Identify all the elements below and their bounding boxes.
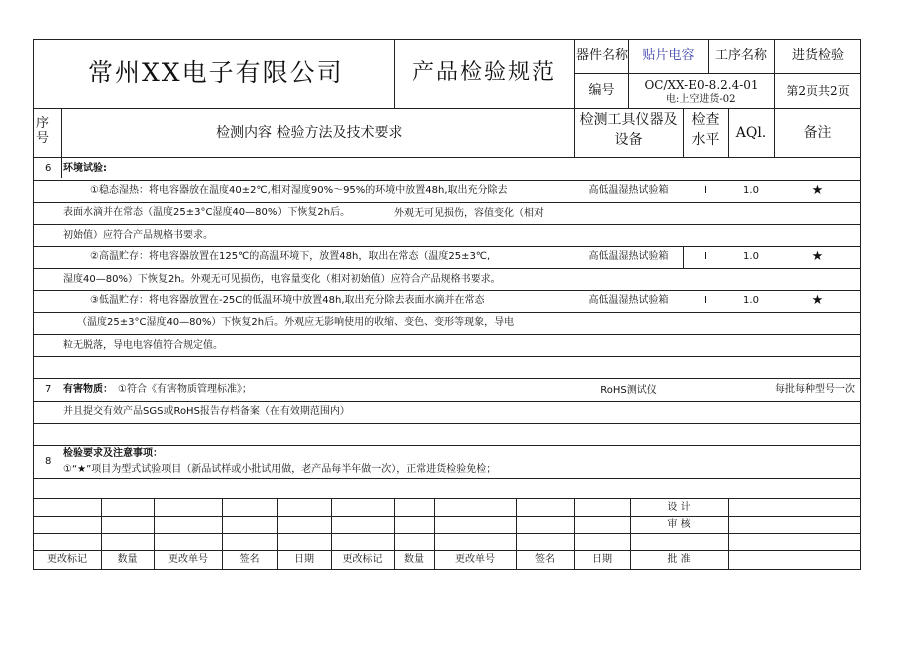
page-info: 第2页共2页: [786, 84, 850, 98]
section7-remark: 每批每种型号一次: [775, 384, 855, 395]
footer-col-change-order-2: 更改单号: [455, 554, 495, 565]
col-content: 检测内容 检验方法及技术要求: [216, 125, 403, 141]
item3-star-icon: ★: [811, 293, 824, 308]
section7-title: 有害物质：: [63, 384, 113, 395]
footer-col-date-2: 日期: [592, 554, 612, 565]
part-name-value: 贴片电容: [642, 48, 695, 63]
footer-col-change-order: 更改单号: [168, 554, 208, 565]
item2-aql: 1.0: [743, 251, 759, 262]
item3-tool: 高低温湿热试验箱: [588, 295, 669, 306]
col-aql: AQl.: [735, 125, 767, 141]
item1-line3: 初始值）应符合产品规格书要求。: [63, 230, 213, 241]
section8-line1: ①“★”项目为型式试验项目（新品试样或小批试用做，老产品每半年做一次），正常进货检验免检；: [63, 464, 497, 475]
item2-tool: 高低温湿热试验箱: [588, 251, 669, 262]
section7-line2: 并且提交有效产品SGS或RoHS报告存档备案（在有效期范围内）: [63, 406, 350, 417]
footer-col-change-mark: 更改标记: [47, 554, 87, 565]
footer-col-quantity-2: 数量: [404, 554, 424, 565]
item3-line1: ③低温贮存：将电容器放置在-25C的低温环境中放置48h,取出充分除去表面水滴并在常态: [90, 295, 485, 306]
section8-title: 检验要求及注意事项：: [63, 448, 163, 459]
process-label: 工序名称: [714, 48, 767, 63]
footer-review-label: 审 核: [667, 519, 691, 530]
footer-col-signature-2: 签名: [535, 554, 555, 565]
item2-line2: 湿度40—80%）下恢复2h。外观无可见损伤，电容量变化（相对初始值）应符合产品规格书要求。: [63, 274, 501, 285]
part-name-label: 器件名称: [576, 48, 629, 63]
item1-line2b: 外观无可见损伤，容值变化（相对: [394, 208, 544, 219]
footer-col-change-mark-2: 更改标记: [342, 554, 383, 565]
item1-tool: 高低温湿热试验箱: [588, 185, 669, 196]
footer-approve-label: 批 准: [667, 554, 691, 565]
col-seq: 序号: [36, 116, 50, 146]
item2-star-icon: ★: [811, 249, 824, 264]
code-value: OC/XX-E0-8.2.4-01: [644, 78, 759, 92]
item3-level: I: [704, 295, 707, 306]
col-remark: 备注: [803, 125, 832, 141]
code-sub: 电:上空进货-02: [666, 94, 736, 105]
item3-aql: 1.0: [743, 295, 759, 306]
footer-col-date: 日期: [294, 554, 314, 565]
footer-col-quantity: 数量: [117, 554, 138, 565]
item3-line2: （温度25±3°C湿度40—80%）下恢复2h后。外观应无影响使用的收缩、变色、变形等现象，导电: [77, 317, 515, 328]
footer-col-signature: 签名: [239, 554, 260, 565]
process-value: 进货检验: [791, 48, 844, 63]
item2-line1: ②高温贮存：将电容器放置在125℃的高温环境下，放置48h，取出在常态（温度25±3℃,: [90, 251, 491, 262]
item2-level: I: [704, 251, 707, 262]
col-tools-line1: 检测工具仪器及: [579, 112, 678, 128]
col-tools-line2: 设备: [614, 132, 643, 148]
item1-level: I: [704, 185, 707, 196]
section8-number: 8: [45, 456, 52, 467]
document-title: 产品检验规范: [412, 60, 557, 85]
item1-star-icon: ★: [811, 183, 824, 198]
section7-number: 7: [45, 384, 52, 395]
item3-line3: 粒无脱落，导电电容值符合规定值。: [63, 340, 223, 351]
footer-design-label: 设 计: [667, 502, 691, 513]
section6-title: 环境试验:: [63, 163, 107, 174]
col-level-line2: 水平: [691, 132, 720, 148]
section7-line1: ①符合《有害物质管理标准》；: [118, 384, 252, 395]
section7-tool: RoHS测试仪: [600, 385, 657, 396]
code-label: 编号: [588, 83, 615, 98]
section6-number: 6: [45, 163, 52, 174]
company-name: 常州XX电子有限公司: [88, 58, 344, 87]
item1-line1: ①稳态湿热：将电容器放在温度40±2℃,相对湿度90%～95%的环境中放置48h,取出充分除去: [90, 185, 508, 196]
item1-aql: 1.0: [743, 185, 759, 196]
col-level-line1: 检查: [691, 112, 720, 128]
item1-line2: 表面水滴并在常态（温度25±3°C湿度40—80%）下恢复2h后。: [63, 207, 351, 218]
